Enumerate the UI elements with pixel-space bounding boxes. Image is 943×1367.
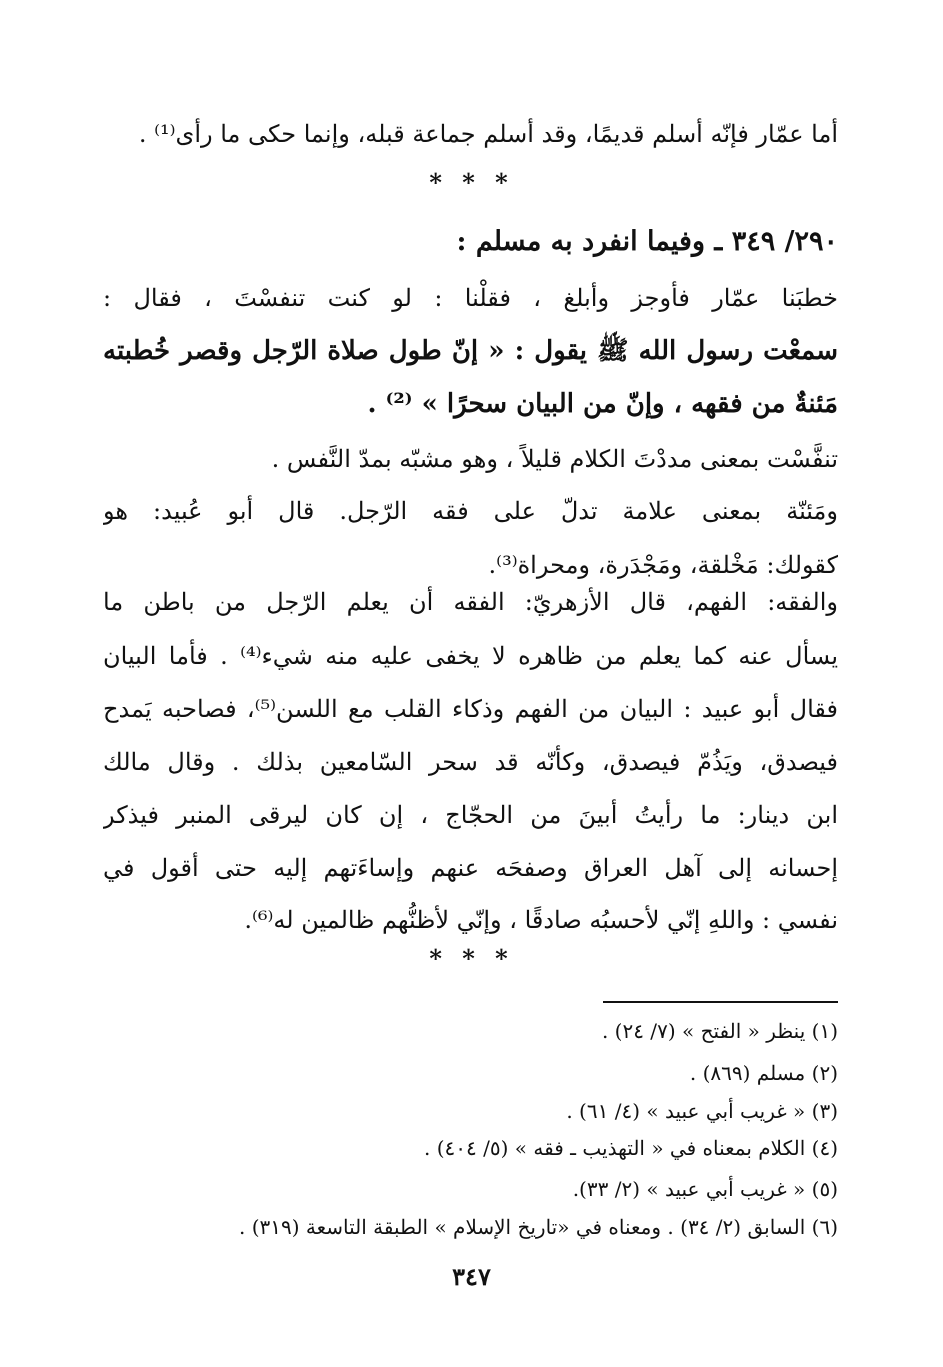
hadith-heading: ٢٩٠/ ٣٤٩ ـ وفيما انفرد به مسلم : xyxy=(456,226,838,257)
paragraph-line: خطبَنا عمّار فأوجز وأبلغ ، فقلْنا : لو كنت تنفسْتَ ، فقال : xyxy=(103,284,838,312)
paragraph-line: نفسي : واللهِ إنّي لأحسبُه صادقًا ، وإنّي لأظنُّهم ظالمين له⁽⁶⁾. xyxy=(244,906,838,934)
section-separator: * * * xyxy=(429,944,514,973)
footnote: (٥) « غريب أبي عبيد » (٢/ ٣٣). xyxy=(572,1177,838,1201)
paragraph-line: ومَئنّة بمعنى علامة تدلّ على فقه الرّجل. قال أبو عُبيد: هو xyxy=(103,497,838,525)
paragraph-line: ابن دينار: ما رأيتُ أبينَ من الحجّاج ، إن كان ليرقى المنبر فيذكر xyxy=(103,801,838,829)
footnote: (٦) السابق (٢/ ٣٤) . ومعناه في «تاريخ الإسلام » الطبقة التاسعة (٣١٩) . xyxy=(238,1215,838,1239)
paragraph-line: فيصدق، ويَذُمّ فيصدق، وكأنّه قد سحر السّامعين بذلك . وقال مالك xyxy=(103,748,838,776)
footnote: (٢) مسلم (٨٦٩) . xyxy=(689,1061,838,1085)
paragraph-line: تنفَّسْت بمعنى مددْتَ الكلام قليلاً ، وهو مشبّه بمدّ النَّفس . xyxy=(271,445,838,473)
paragraph-line: كقولك: مَخْلقة، ومَجْدَرة، ومحراة⁽³⁾. xyxy=(488,551,838,579)
paragraph-line: سمعْت رسول الله ﷺ يقول : « إنّ طول صلاة الرّجل وقصر خُطبته xyxy=(103,336,838,366)
section-separator: * * * xyxy=(429,168,514,197)
paragraph-line: والفقه: الفهم، قال الأزهريّ: الفقه أن يعلم الرّجل من باطن ما xyxy=(103,588,838,616)
paragraph-line: مَئنةٌ من فقهه ، وإنّ من البيان سحرًا » ⁽²⁾ . xyxy=(367,389,838,419)
page-number: ٣٤٧ xyxy=(452,1262,491,1291)
footnote: (٣) « غريب أبي عبيد » (٤/ ٦١) . xyxy=(566,1099,838,1123)
footnote: (٤) الكلام بمعناه في « التهذيب ـ فقه » (٥/ ٤٠٤) . xyxy=(424,1136,838,1160)
footnote-divider xyxy=(603,1001,838,1003)
paragraph-line: فقال أبو عبيد : البيان من الفهم وذكاء القلب مع اللسن⁽⁵⁾، فصاحبه يَمدح xyxy=(103,695,838,723)
paragraph-line: أما عمّار فإنّه أسلم قديمًا، وقد أسلم جماعة قبله، وإنما حكى ما رأى⁽¹⁾ . xyxy=(138,120,838,148)
paragraph-line: يسأل عنه كما يعلم من ظاهره لا يخفى عليه منه شيء⁽⁴⁾ . فأما البيان xyxy=(103,642,838,670)
footnote: (١) ينظر « الفتح » (٧/ ٢٤) . xyxy=(601,1019,838,1043)
paragraph-line: إحسانه إلى آهل العراق وصفحَه عنهم وإساءَتهم إليه حتى أقول في xyxy=(103,854,838,882)
